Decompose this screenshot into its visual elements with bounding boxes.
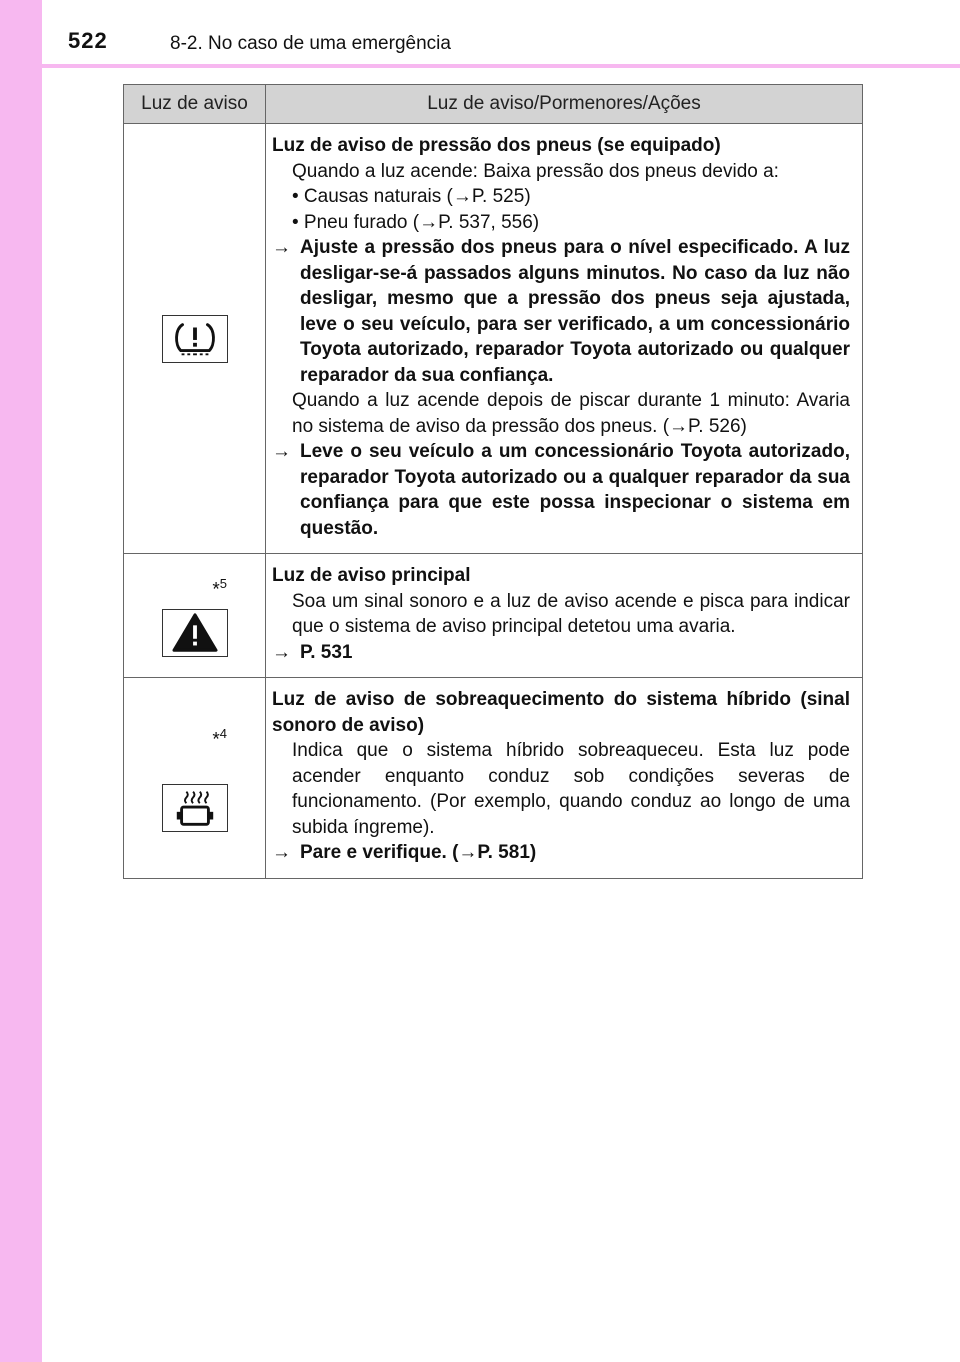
row-text: Quando a luz acende depois de piscar durante 1 minuto: Avaria no sistema de aviso da pressão dos pneus. (→P. 526)	[292, 390, 850, 437]
table-row	[124, 124, 863, 554]
row-action-text: Ajuste a pressão dos pneus para o nível especificado. A luz desligar-se-á passados alguns minutos. No caso da luz não desligar, mesmo que a pressão dos pneus seja ajustada, leve o seu veículo, para ser verificado, a um concessionário Toyota autorizado, reparador Toyota autorizado ou qualquer reparador da sua confiança.	[300, 237, 850, 386]
hybrid-overheat-icon	[162, 784, 228, 832]
row-text: Quando a luz acende: Baixa pressão dos pneus devido a:	[292, 160, 779, 182]
row-text: Indica que o sistema híbrido sobreaqueceu. Esta luz pode acender enquanto conduz sob condições severas de funcionamento. (Por exemplo, quando conduz ao longo de uma subida íngreme).	[292, 740, 850, 838]
warning-light-table	[123, 84, 863, 879]
row-action-text: P. 531	[300, 641, 353, 663]
row-bullet: • Causas naturais (→P. 525)	[292, 186, 531, 207]
details-cell	[266, 124, 863, 554]
details-cell	[266, 678, 863, 879]
side-band	[0, 0, 42, 1362]
row-action-text: Leve o seu veículo a um concessionário Toyota autorizado, reparador Toyota autorizado ou a qualquer reparador da sua confiança para que este possa inspecionar o sistema em questão.	[300, 441, 850, 539]
icon-cell	[124, 124, 266, 554]
row-action	[272, 439, 850, 541]
arrow-icon: →	[272, 441, 291, 462]
row-action	[272, 640, 850, 666]
icon-cell	[124, 554, 266, 678]
table-row	[124, 678, 863, 879]
arrow-icon: →	[272, 641, 291, 663]
arrow-icon: →	[272, 842, 291, 863]
tire-pressure-warning-icon	[162, 315, 228, 363]
footnote-marker: *$^5$	[212, 576, 227, 601]
row-text: Soa um sinal sonoro e a luz de aviso acende e pisca para indicar que o sistema de aviso principal detetou uma avaria.	[292, 590, 850, 637]
footnote-number: 5	[219, 576, 227, 591]
footnote-number: 4	[219, 726, 227, 741]
arrow-icon: →	[272, 237, 291, 258]
row-title: Luz de aviso de sobreaquecimento do sistema híbrido (sinal sonoro de aviso)	[272, 689, 850, 736]
section-title: 8-2. No caso de uma emergência	[170, 33, 451, 54]
details-cell	[266, 554, 863, 678]
table-row	[124, 554, 863, 678]
icon-cell	[124, 678, 266, 879]
footnote-marker: *$^4$	[212, 726, 227, 751]
column-header-details: Luz de aviso/Pormenores/Ações	[266, 85, 863, 124]
row-title: Luz de aviso de pressão dos pneus (se equipado)	[272, 135, 721, 156]
row-bullet: • Pneu furado (→P. 537, 556)	[292, 211, 540, 233]
row-action	[272, 840, 850, 866]
row-action-text: Pare e verifique. (→P. 581)	[300, 842, 537, 863]
page-number: 522	[68, 28, 108, 53]
master-warning-icon	[162, 609, 228, 657]
table-header-row	[124, 85, 863, 124]
row-action	[272, 235, 850, 388]
row-title: Luz de aviso principal	[272, 565, 471, 586]
page-header	[0, 0, 960, 70]
header-rule	[42, 64, 960, 68]
column-header-light: Luz de aviso	[124, 85, 266, 124]
